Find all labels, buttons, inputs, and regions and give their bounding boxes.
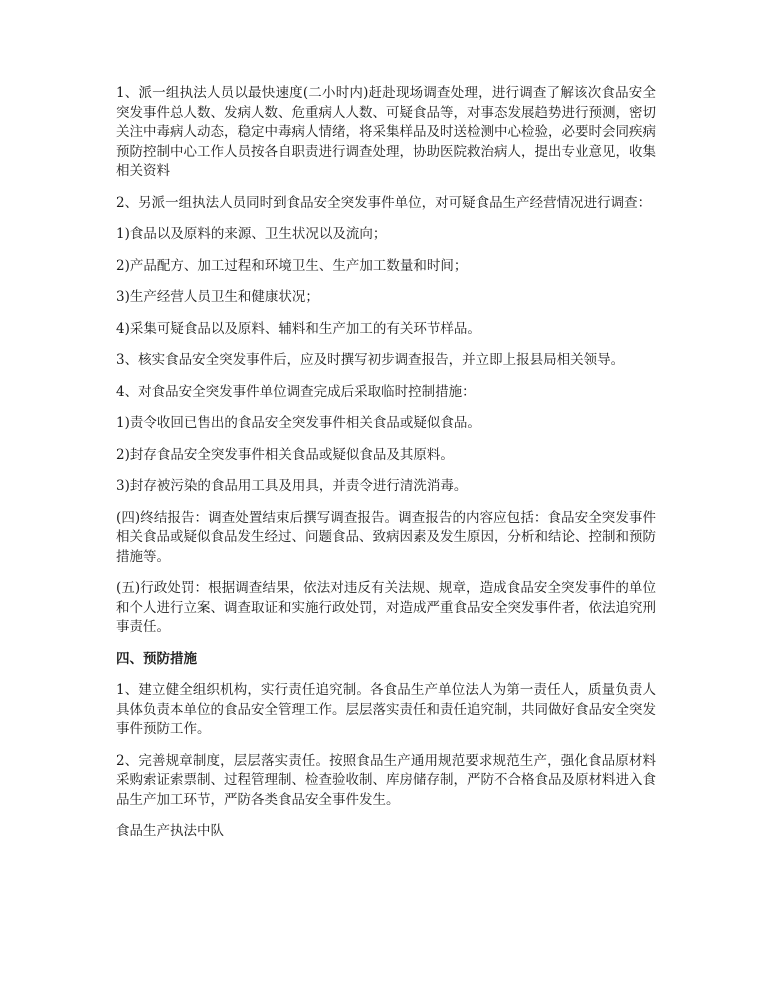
paragraph-dispatch-team-two: 2、另派一组执法人员同时到食品安全突发事件单位，对可疑食品生产经营情况进行调查： [116, 194, 652, 211]
list-item-recall: 1)责令收回已售出的食品安全突发事件相关食品或疑似食品。 [116, 415, 481, 431]
list-item-seal-tools: 3)封存被污染的食品用工具及用具，并责令进行清洗消毒。 [116, 478, 468, 494]
paragraph-dispatch-team-one: 1、派一组执法人员以最快速度(二小时内)赶赴现场调查处理，进行调查了解该次食品安全突发事件总人数、发病人数、危重病人人数、可疑食品等，对事态发展趋势进行预测，密切关注中毒病人动态，稳定中毒病人情绪，将采集样品及时送检测中心检验，必要时会同疾病预防控制中心工作人员按各自职责进行调查处理，协助医院救治病人，提出专业意见，收集相关资料 [116, 85, 656, 179]
paragraph-final-report: (四)终结报告：调查处置结束后撰写调查报告。调查报告的内容应包括：食品安全突发事件相关食品或疑似食品发生经过、问题食品、致病因素及发生原因，分析和结论、控制和预防措施等。 [116, 509, 656, 565]
paragraph-administrative-penalty: (五)行政处罚：根据调查结果，依法对违反有关法规、规章，造成食品安全突发事件的单位和个人进行立案、调查取证和实施行政处罚，对造成严重食品安全突发事件者，依法追究刑事责任。 [116, 580, 656, 635]
list-item-seal-food: 2)封存食品安全突发事件相关食品或疑似食品及其原料。 [116, 446, 454, 463]
paragraph-prevention-organization: 1、建立健全组织机构，实行责任追究制。各食品生产单位法人为第一责任人，质量负责人具体负责本单位的食品安全管理工作。层层落实责任和责任追究制，共同做好食品安全突发事件预防工作。 [116, 682, 656, 737]
paragraph-control-measures: 4、对食品安全突发事件单位调查完成后采取临时控制措施： [116, 383, 476, 400]
section-heading-prevention: 四、预防措施 [116, 650, 197, 667]
list-item-product-formula: 2)产品配方、加工过程和环境卫生、生产加工数量和时间； [116, 257, 468, 274]
list-item-sample-collection: 4)采集可疑食品以及原料、辅料和生产加工的有关环节样品。 [116, 320, 481, 337]
document-page [116, 84, 656, 854]
paragraph-prevention-rules: 2、完善规章制度，层层落实责任。按照食品生产通用规范要求规范生产，强化食品原材料采购索证索票制、过程管理制、检查验收制、库房储存制，严防不合格食品及原材料进入食品生产加工环节，严防各类食品安全事件发生。 [116, 752, 656, 808]
paragraph-preliminary-report: 3、核实食品安全突发事件后，应及时撰写初步调查报告，并立即上报县局相关领导。 [116, 352, 625, 368]
signature: 食品生产执法中队 [116, 823, 224, 839]
list-item-food-source: 1)食品以及原料的来源、卫生状况以及流向； [116, 226, 387, 242]
list-item-staff-health: 3)生产经营人员卫生和健康状况； [116, 289, 319, 305]
